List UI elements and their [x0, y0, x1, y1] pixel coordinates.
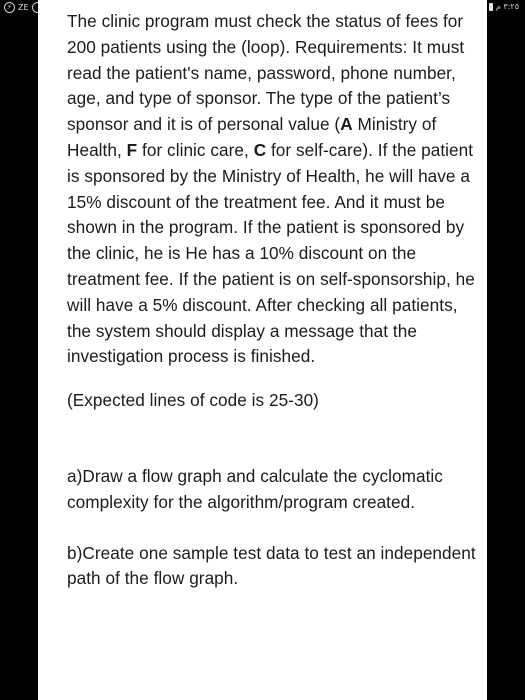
part-a-question: a)Draw a flow graph and calculate the cyclomatic complexity for the algorithm/program created. [67, 465, 443, 512]
code-f: F [126, 139, 138, 160]
statement-part-4: for self-care). If the patient is sponsored by the Ministry of Health, he will have a 15% discount of the treatment fee. And it must be shown in the program. If the patient is sponsored by the clinic, he is He has a 10% discount on the treatment fee. If the patient is on self-sponsorship, he will have a 5% discount. After checking all patients, the system should display a message that the investigation process is finished. [67, 139, 475, 367]
status-left [4, 2, 43, 13]
statement-part-1: The clinic program must check the status of fees for 200 patients using the (loop). Requirements: It must read the patient's name, password, phone number, age, and type of sponsor. The type of the patient’s sponsor and it is of personal value ( [67, 11, 465, 135]
status-right [489, 2, 519, 11]
part-b-question: b)Create one sample test data to test an independent path of the flow graph. [67, 542, 476, 589]
status-left-label: ZE [18, 3, 29, 12]
battery-icon [489, 3, 493, 11]
status-time: ٣:٢٥ م [495, 2, 519, 11]
battery-saver-icon: ⚡ [4, 2, 15, 13]
document-page [38, 0, 487, 700]
problem-statement [67, 9, 477, 370]
statement-part-2: Ministry of Health, [67, 114, 437, 160]
question-text [67, 9, 477, 592]
code-a: A [340, 114, 353, 135]
expected-lines-note: (Expected lines of code is 25-30) [67, 390, 319, 411]
code-c: C [253, 139, 267, 160]
statement-part-3: for clinic care, [137, 139, 254, 160]
